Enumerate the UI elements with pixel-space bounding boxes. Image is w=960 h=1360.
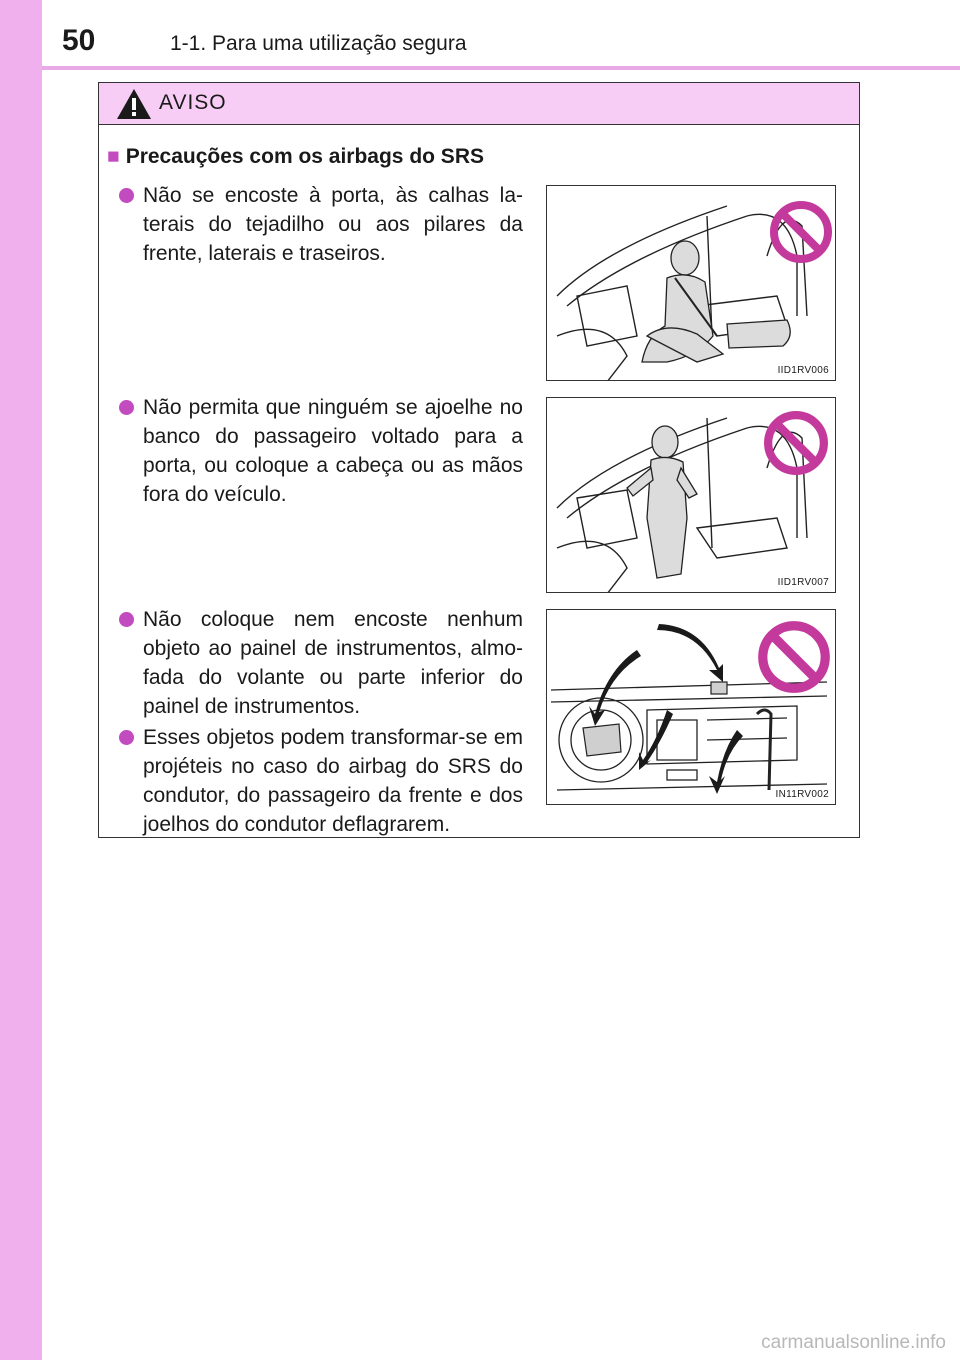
illustration-leaning-on-door (546, 185, 836, 381)
round-bullet-icon (119, 400, 134, 415)
section-title: 1-1. Para uma utilização segura (170, 32, 467, 55)
round-bullet-icon (119, 188, 134, 203)
square-bullet-icon: ■ (107, 145, 120, 168)
header-rule (42, 66, 960, 70)
illustration-code: IN11RV002 (775, 789, 829, 800)
side-color-band (0, 0, 42, 1360)
warning-header (99, 83, 859, 125)
subsection-title: ■ Precauções com os airbags do SRS (107, 145, 484, 168)
bullet-item: Não permita que ninguém se ajoelhe no banco do passageiro voltado para a porta, ou coloque a cabeça ou as mãos fora do veículo. (119, 393, 523, 509)
page-number: 50 (62, 24, 96, 57)
watermark: carmanualsonline.info (761, 1332, 946, 1353)
illustration-code: IID1RV006 (777, 365, 829, 376)
warning-box (98, 82, 860, 838)
prohibition-icon (769, 200, 833, 264)
prohibition-icon (763, 410, 829, 476)
illustration-kneeling-passenger (546, 397, 836, 593)
prohibition-icon (757, 620, 831, 694)
warning-triangle-icon (115, 87, 153, 121)
illustration-code: IID1RV007 (777, 577, 829, 588)
round-bullet-icon (119, 730, 134, 745)
warning-label: AVISO (159, 91, 227, 114)
bullet-item: Não coloque nem encoste nenhum objeto ao painel de instrumentos, almo-fada do volante ou parte inferior do painel de instrumentos. (119, 605, 523, 721)
illustration-dashboard-objects (546, 609, 836, 805)
round-bullet-icon (119, 612, 134, 627)
bullet-item: Esses objetos podem transformar-se em projéteis no caso do airbag do SRS do condutor, do passageiro da frente e dos joelhos do condutor deflagrarem. (119, 723, 523, 839)
bullet-item: Não se encoste à porta, às calhas la-terais do tejadilho ou aos pilares da frente, laterais e traseiros. (119, 181, 523, 268)
